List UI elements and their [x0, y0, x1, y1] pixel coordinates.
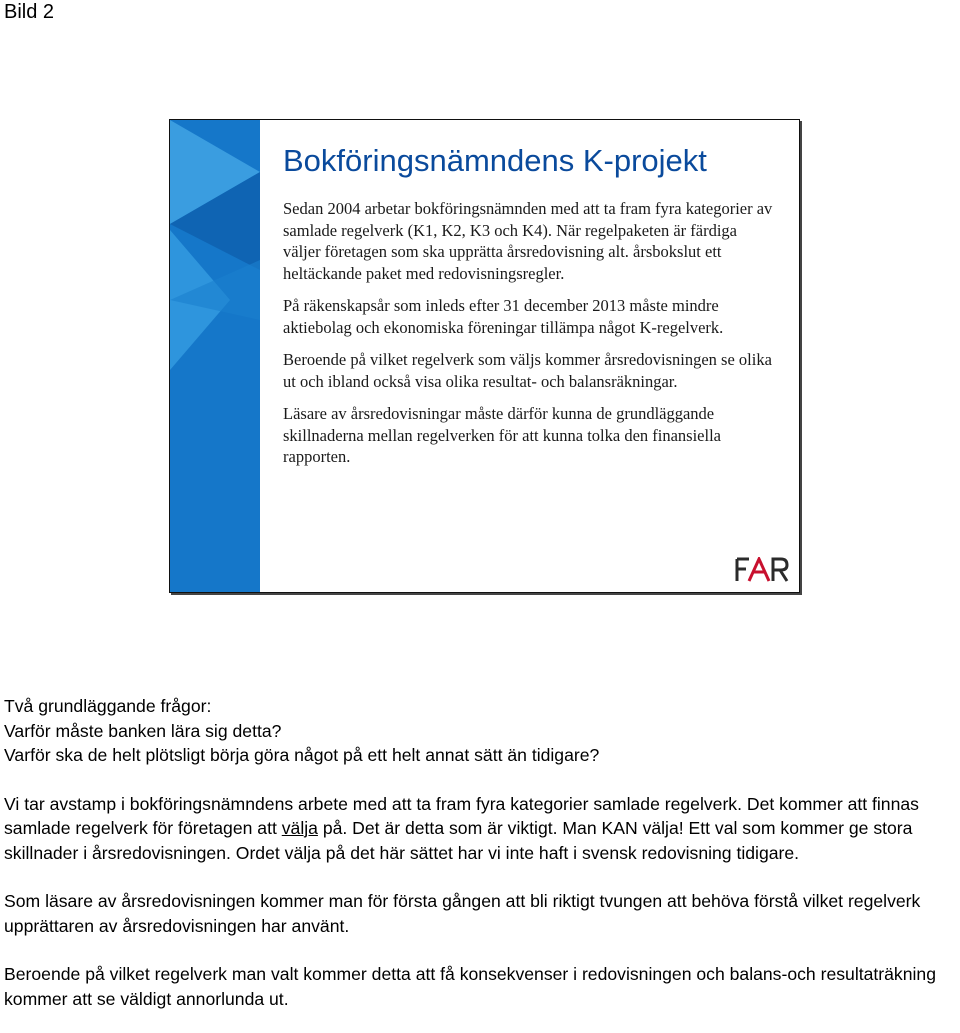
notes-text: Vi tar avstamp i bokföringsnämndens arbete med att ta fram fyra kategorier samlade regelverk. Det kommer att finnas samlade regelverk för företagen att	[4, 793, 919, 838]
slide-paragraph: Beroende på vilket regelverk som väljs kommer årsredovisningen se olika ut och ibland också visa olika resultat- och balansräkningar.	[283, 350, 772, 391]
notes-paragraph-1	[4, 792, 958, 866]
notes-paragraph-2: Som läsare av årsredovisningen kommer man för första gången att bli riktigt tvungen att behöva förstå vilket regelverk upprättaren av årsredovisningen har använt.	[4, 891, 921, 936]
question-1: Varför måste banken lära sig detta?	[4, 720, 282, 741]
far-logo	[735, 557, 789, 583]
question-heading: Två grundläggande frågor:	[4, 696, 212, 716]
notes-paragraph-3: Beroende på vilket regelverk man valt kommer detta att få konsekvenser i redovisningen och balans-och resultaträkning kommer att se väldigt annorlunda ut.	[4, 964, 936, 1009]
page-label: Bild 2	[4, 1, 55, 23]
slide-title: Bokföringsnämndens K-projekt	[283, 143, 707, 178]
speaker-notes	[4, 694, 958, 1011]
slide-stripe-graphic	[170, 120, 260, 592]
slide-body	[283, 198, 773, 479]
notes-text: på. Det är detta som är viktigt. Man KAN välja! Ett val som kommer ge stora skillnader i årsredovisningen. Ordet välja på det här sättet har vi inte haft i svensk redovisning tidigare.	[4, 818, 913, 863]
slide-paragraph: På räkenskapsår som inleds efter 31 december 2013 måste mindre aktiebolag och ekonomiska föreningar tillämpa något K-regelverk.	[283, 296, 724, 337]
slide	[169, 119, 800, 593]
question-2: Varför ska de helt plötsligt börja göra något på ett helt annat sätt än tidigare?	[4, 745, 600, 765]
slide-paragraph: Läsare av årsredovisningar måste därför kunna de grundläggande skillnaderna mellan regelverken för att kunna tolka den finansiella rapporten.	[283, 404, 721, 466]
slide-paragraph: Sedan 2004 arbetar bokföringsnämnden med att ta fram fyra kategorier av samlade regelverk (K1, K2, K3 och K4). När regelpaketen är färdiga väljer företagen som ska upprätta årsredovisning alt. årsbokslut ett heltäckande paket med redovisningsregler.	[283, 199, 773, 283]
underlined-word: välja	[281, 818, 318, 838]
